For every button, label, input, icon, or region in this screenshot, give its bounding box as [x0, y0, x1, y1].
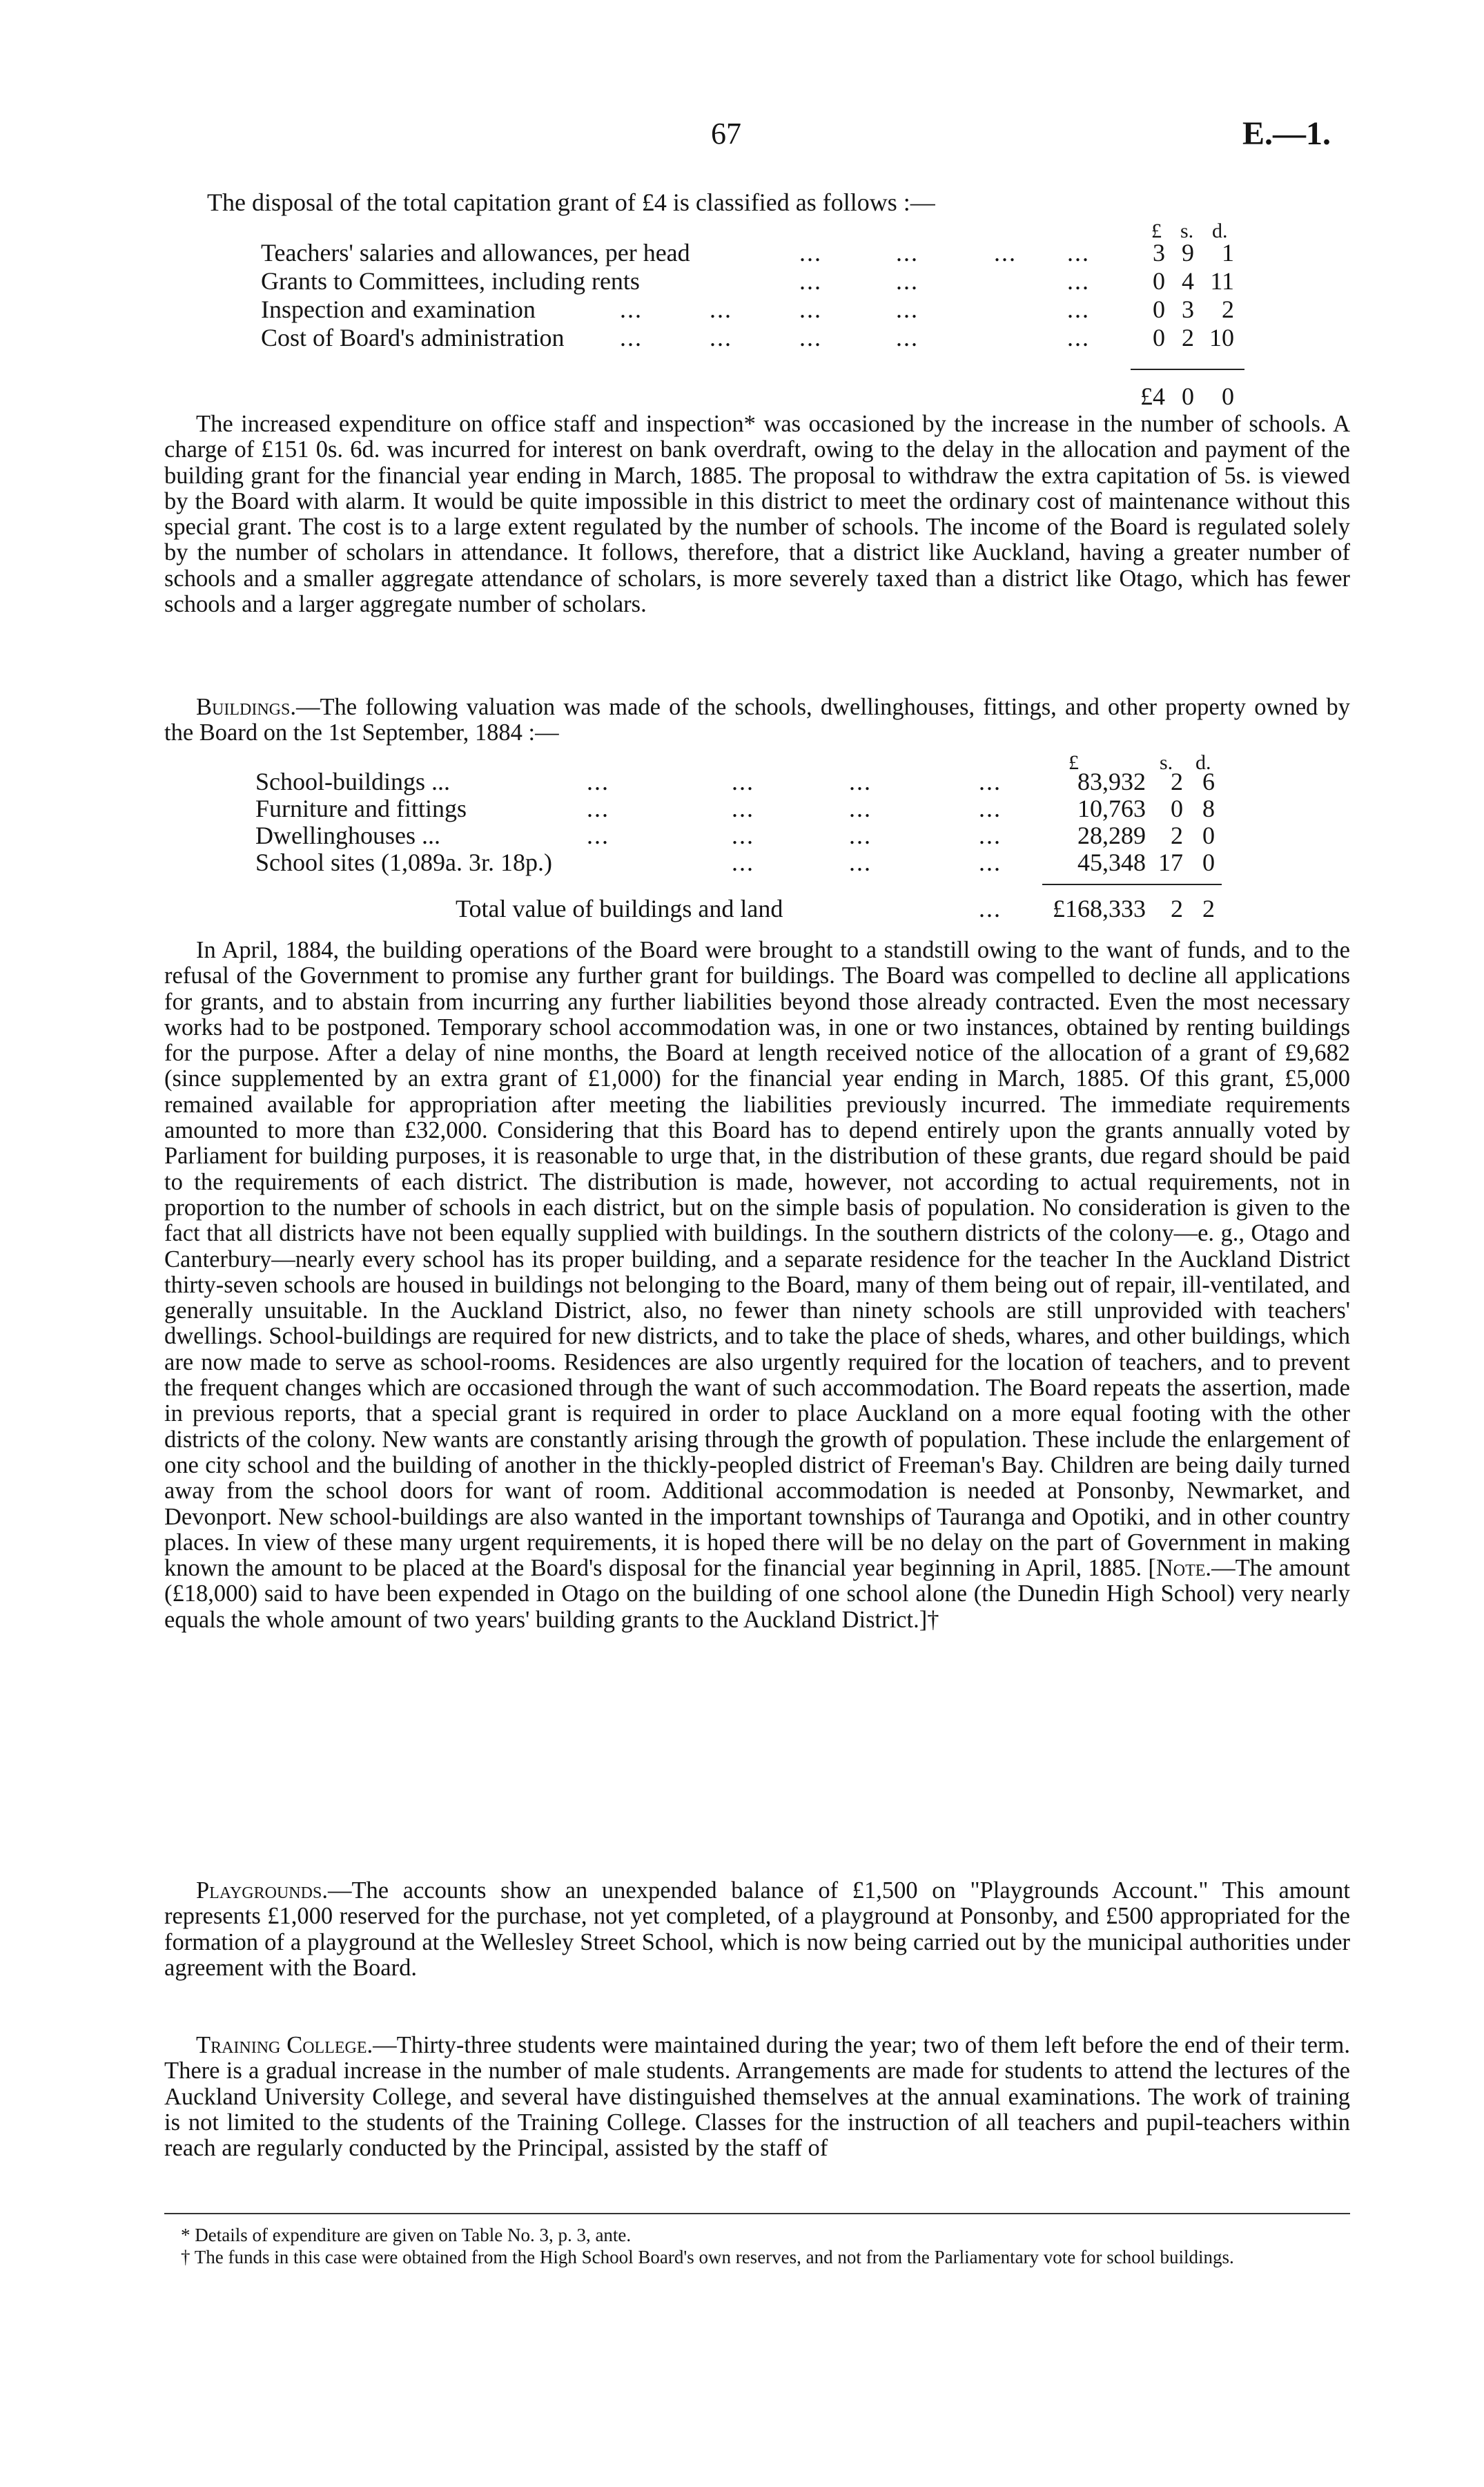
valuation-total-label: Total value of buildings and land — [456, 895, 783, 922]
valuation-row-label: Dwellinghouses ... — [255, 822, 440, 849]
paragraph-building-operations — [164, 938, 1350, 1633]
leader-dots: ... — [979, 849, 1002, 876]
valuation-total-pounds: £168,333 — [1053, 895, 1146, 922]
leader-dots: ... — [1067, 267, 1090, 295]
leader-dots: ... — [710, 296, 732, 323]
capitation-row-pence: 2 — [1222, 296, 1234, 323]
page-number: 67 — [711, 117, 741, 151]
building-operations-text: In April, 1884, the building operations of the Board were brought to a standstill owing to the want of funds, and to the refusal of the Government to promise any further grant for buildings. The Board was compelled to decline all applications for grants, and to abstain from incurring any further liabilities beyond those already contracted. Even the most necessary works had to be postponed. Temporary school accommodation was, in one or two instances, obtained by renting buildings for the purpose. After a delay of nine months, the Board at length received notice of the allocation of a grant of £9,682 (since supplemented by an extra grant of £1,000) for the financial year ending in March, 1885. Of this grant, £5,000 remained available for appropriation after meeting the liabilities previously incurred. The immediate requirements amounted to more than £32,000. Considering that this Board has to depend entirely upon the grants annually voted by Parliament for building purposes, it is reasonable to urge that, in the distribution of these grants, due regard should be paid to the requirements of each district. The distribution is made, however, not according to actual requirements, not in proportion to the number of schools in each district, but on the simple basis of population. No consideration is given to the fact that all districts have not been equally supplied with buildings. In the southern districts of the colony—e. g., Otago and Canterbury—nearly every school has its proper building, and a separate residence for the teacher In the Auckland District thirty-seven schools are housed in buildings not belonging to the Board, many of them being out of repair, ill-ventilated, and generally unsuitable. In the Auckland District, also, no fewer than ninety schools are still unprovided with teachers' dwellings. School-buildings are required for new districts, and to take the place of sheds, whares, and other buildings, which are now made to serve as school-rooms. Residences are also urgently required for the location of teachers, and to prevent the frequent changes which are occasioned through the want of such accommodation. The Board repeats the assertion, made in previous reports, that a special grant is required in order to place Auckland on a more equal footing with the other districts of the colony. New wants are constantly arising through the growth of population. These include the enlargement of one city school and the building of another in the thickly-peopled district of Freeman's Bay. Children are being daily turned away from the school doors for want of room. Additional accommodation is needed at Ponsonby, Newmarket, and Devonport. New school-buildings are also wanted in the important townships of Tauranga and Opotiki, and in other country places. In view of these many urgent requirements, it is hoped there will be no delay on the part of Government in making known the amount to be placed at the Board's disposal for the financial year beginning in April, 1885. [ — [164, 937, 1350, 1582]
capitation-intro: The disposal of the total capitation grant of £4 is classified as follows :— — [207, 188, 935, 216]
valuation-total-shillings: 2 — [1171, 895, 1183, 922]
capitation-row-pounds: 0 — [1153, 296, 1165, 323]
leader-dots: ... — [799, 324, 822, 351]
capitation-total-pounds: £4 — [1140, 383, 1165, 410]
capitation-header-shillings: s. — [1180, 220, 1194, 242]
paragraph-buildings — [164, 695, 1350, 746]
leader-dots: ... — [896, 296, 919, 323]
leader-dots: ... — [732, 822, 754, 849]
valuation-row-pence: 6 — [1202, 768, 1215, 795]
valuation-row-shillings: 0 — [1171, 795, 1183, 822]
paragraph-training-college — [164, 2033, 1350, 2161]
valuation-total-pence: 2 — [1202, 895, 1215, 922]
leader-dots: ... — [849, 822, 872, 849]
valuation-row-pence: 0 — [1202, 849, 1215, 876]
leader-dots: ... — [994, 239, 1017, 267]
capitation-row-pence: 11 — [1210, 267, 1234, 295]
leader-dots: ... — [1067, 324, 1090, 351]
leader-dots: ... — [979, 795, 1002, 822]
capitation-row-pence: 1 — [1222, 239, 1234, 267]
footnote-rule — [164, 2213, 1350, 2214]
leader-dots: ... — [710, 324, 732, 351]
leader-dots: ... — [896, 239, 919, 267]
valuation-header-pence: d. — [1195, 751, 1211, 774]
capitation-total-shillings: 0 — [1182, 383, 1194, 410]
valuation-header-shillings: s. — [1160, 751, 1173, 774]
leader-dots: ... — [799, 239, 822, 267]
capitation-total-rule — [1131, 369, 1244, 370]
valuation-row-label: School sites (1,089a. 3r. 18p.) — [255, 849, 552, 876]
paragraph-expenditure: The increased expenditure on office staff and inspection* was occasioned by the increase in the number of schools. A charge of £151 0s. 6d. was incurred for interest on bank overdraft, owing to the delay in the allocation and payment of the building grant for the financial year ending in March, 1885. The proposal to withdraw the extra capitation of 5s. is viewed by the Board with alarm. It would be quite impossible in this district to meet the ordinary cost of maintenance without this special grant. The cost is to a large extent regulated by the number of schools. The income of the Board is regulated solely by the number of scholars in attendance. It follows, therefore, that a district like Auckland, having a greater number of schools and a smaller aggregate attendance of scholars, is more severely taxed than a district like Otago, which has fewer schools and a larger aggregate number of scholars. — [164, 411, 1350, 618]
capitation-row-label: Grants to Committees, including rents — [261, 267, 640, 295]
valuation-row-pounds: 28,289 — [1077, 822, 1146, 849]
buildings-text: —The following valuation was made of the schools, dwellinghouses, fittings, and other property owned by the Board on the 1st September, 1884 :— — [164, 694, 1350, 746]
leader-dots: ... — [896, 267, 919, 295]
leader-dots: ... — [849, 768, 872, 795]
document-reference: E.—1. — [1242, 115, 1331, 152]
valuation-row-pounds: 83,932 — [1077, 768, 1146, 795]
training-heading: Training College. — [196, 2032, 373, 2058]
valuation-row-pounds: 45,348 — [1077, 849, 1146, 876]
leader-dots: ... — [620, 324, 643, 351]
leader-dots: ... — [979, 822, 1002, 849]
valuation-row-shillings: 2 — [1171, 822, 1183, 849]
valuation-row-shillings: 17 — [1158, 849, 1183, 876]
footnote: † The funds in this case were obtained from the High School Board's own reserves, and not from the Parliamentary vote for school buildings. — [181, 2247, 1234, 2267]
valuation-total-rule — [1042, 884, 1222, 885]
capitation-row-shillings: 2 — [1182, 324, 1194, 351]
capitation-row-shillings: 9 — [1182, 239, 1194, 267]
capitation-total-pence: 0 — [1222, 383, 1234, 410]
leader-dots: ... — [587, 795, 609, 822]
leader-dots: ... — [620, 296, 643, 323]
leader-dots: ... — [587, 822, 609, 849]
playgrounds-text: —The accounts show an unexpended balance of £1,500 on "Playgrounds Account." This amount represents £1,000 reserved for the purchase, not yet completed, of a playground at Ponsonby, and £500 appropriated for the formation of a playground at the Wellesley Street School, which is now being carried out by the municipal authorities under agreement with the Board. — [164, 1877, 1350, 1981]
leader-dots: ... — [732, 768, 754, 795]
leader-dots: ... — [1067, 239, 1090, 267]
leader-dots: ... — [979, 895, 1002, 922]
capitation-row-pounds: 3 — [1153, 239, 1165, 267]
valuation-table — [255, 748, 1256, 933]
valuation-row-pence: 8 — [1202, 795, 1215, 822]
leader-dots: ... — [732, 849, 754, 876]
leader-dots: ... — [732, 795, 754, 822]
valuation-row-shillings: 2 — [1171, 768, 1183, 795]
buildings-heading: Buildings. — [196, 694, 296, 720]
capitation-row-shillings: 3 — [1182, 296, 1194, 323]
playgrounds-heading: Playgrounds. — [196, 1877, 328, 1904]
capitation-row-label: Inspection and examination — [261, 296, 536, 323]
capitation-row-shillings: 4 — [1182, 267, 1194, 295]
note-heading: Note. — [1155, 1555, 1212, 1582]
leader-dots: ... — [849, 849, 872, 876]
note-text: —The amount (£18,000) said to have been expended in Otago on the building of one school alone (the Dunedin High School) very nearly equals the whole amount of two years' building grants to the Auckland District.]† — [164, 1555, 1351, 1633]
leader-dots: ... — [979, 768, 1002, 795]
valuation-row-pounds: 10,763 — [1077, 795, 1146, 822]
capitation-row-label: Teachers' salaries and allowances, per head — [261, 239, 690, 267]
leader-dots: ... — [1067, 296, 1090, 323]
leader-dots: ... — [799, 296, 822, 323]
valuation-header-pound: £ — [1068, 751, 1079, 774]
leader-dots: ... — [799, 267, 822, 295]
capitation-table — [261, 217, 1262, 417]
valuation-row-label: School-buildings ... — [255, 768, 451, 795]
leader-dots: ... — [896, 324, 919, 351]
capitation-header-pence: d. — [1212, 220, 1228, 242]
valuation-row-label: Furniture and fittings — [255, 795, 467, 822]
paragraph-playgrounds — [164, 1878, 1350, 1981]
valuation-row-pence: 0 — [1202, 822, 1215, 849]
leader-dots: ... — [849, 795, 872, 822]
capitation-row-pounds: 0 — [1153, 324, 1165, 351]
capitation-row-label: Cost of Board's administration — [261, 324, 565, 351]
capitation-row-pounds: 0 — [1153, 267, 1165, 295]
capitation-row-pence: 10 — [1209, 324, 1234, 351]
leader-dots: ... — [587, 768, 609, 795]
footnote: * Details of expenditure are given on Table No. 3, p. 3, ante. — [181, 2225, 632, 2245]
capitation-header-pound: £ — [1151, 220, 1162, 242]
training-text: —Thirty-three students were maintained during the year; two of them left before the end of their term. There is a gradual increase in the number of male students. Arrangements are made for students to attend the lectures of the Auckland University College, and several have distinguished themselves at the annual examinations. The work of training is not limited to the students of the Training College. Classes for the instruction of all teachers and pupil-teachers within reach are regularly conducted by the Principal, assisted by the staff of — [164, 2032, 1350, 2162]
